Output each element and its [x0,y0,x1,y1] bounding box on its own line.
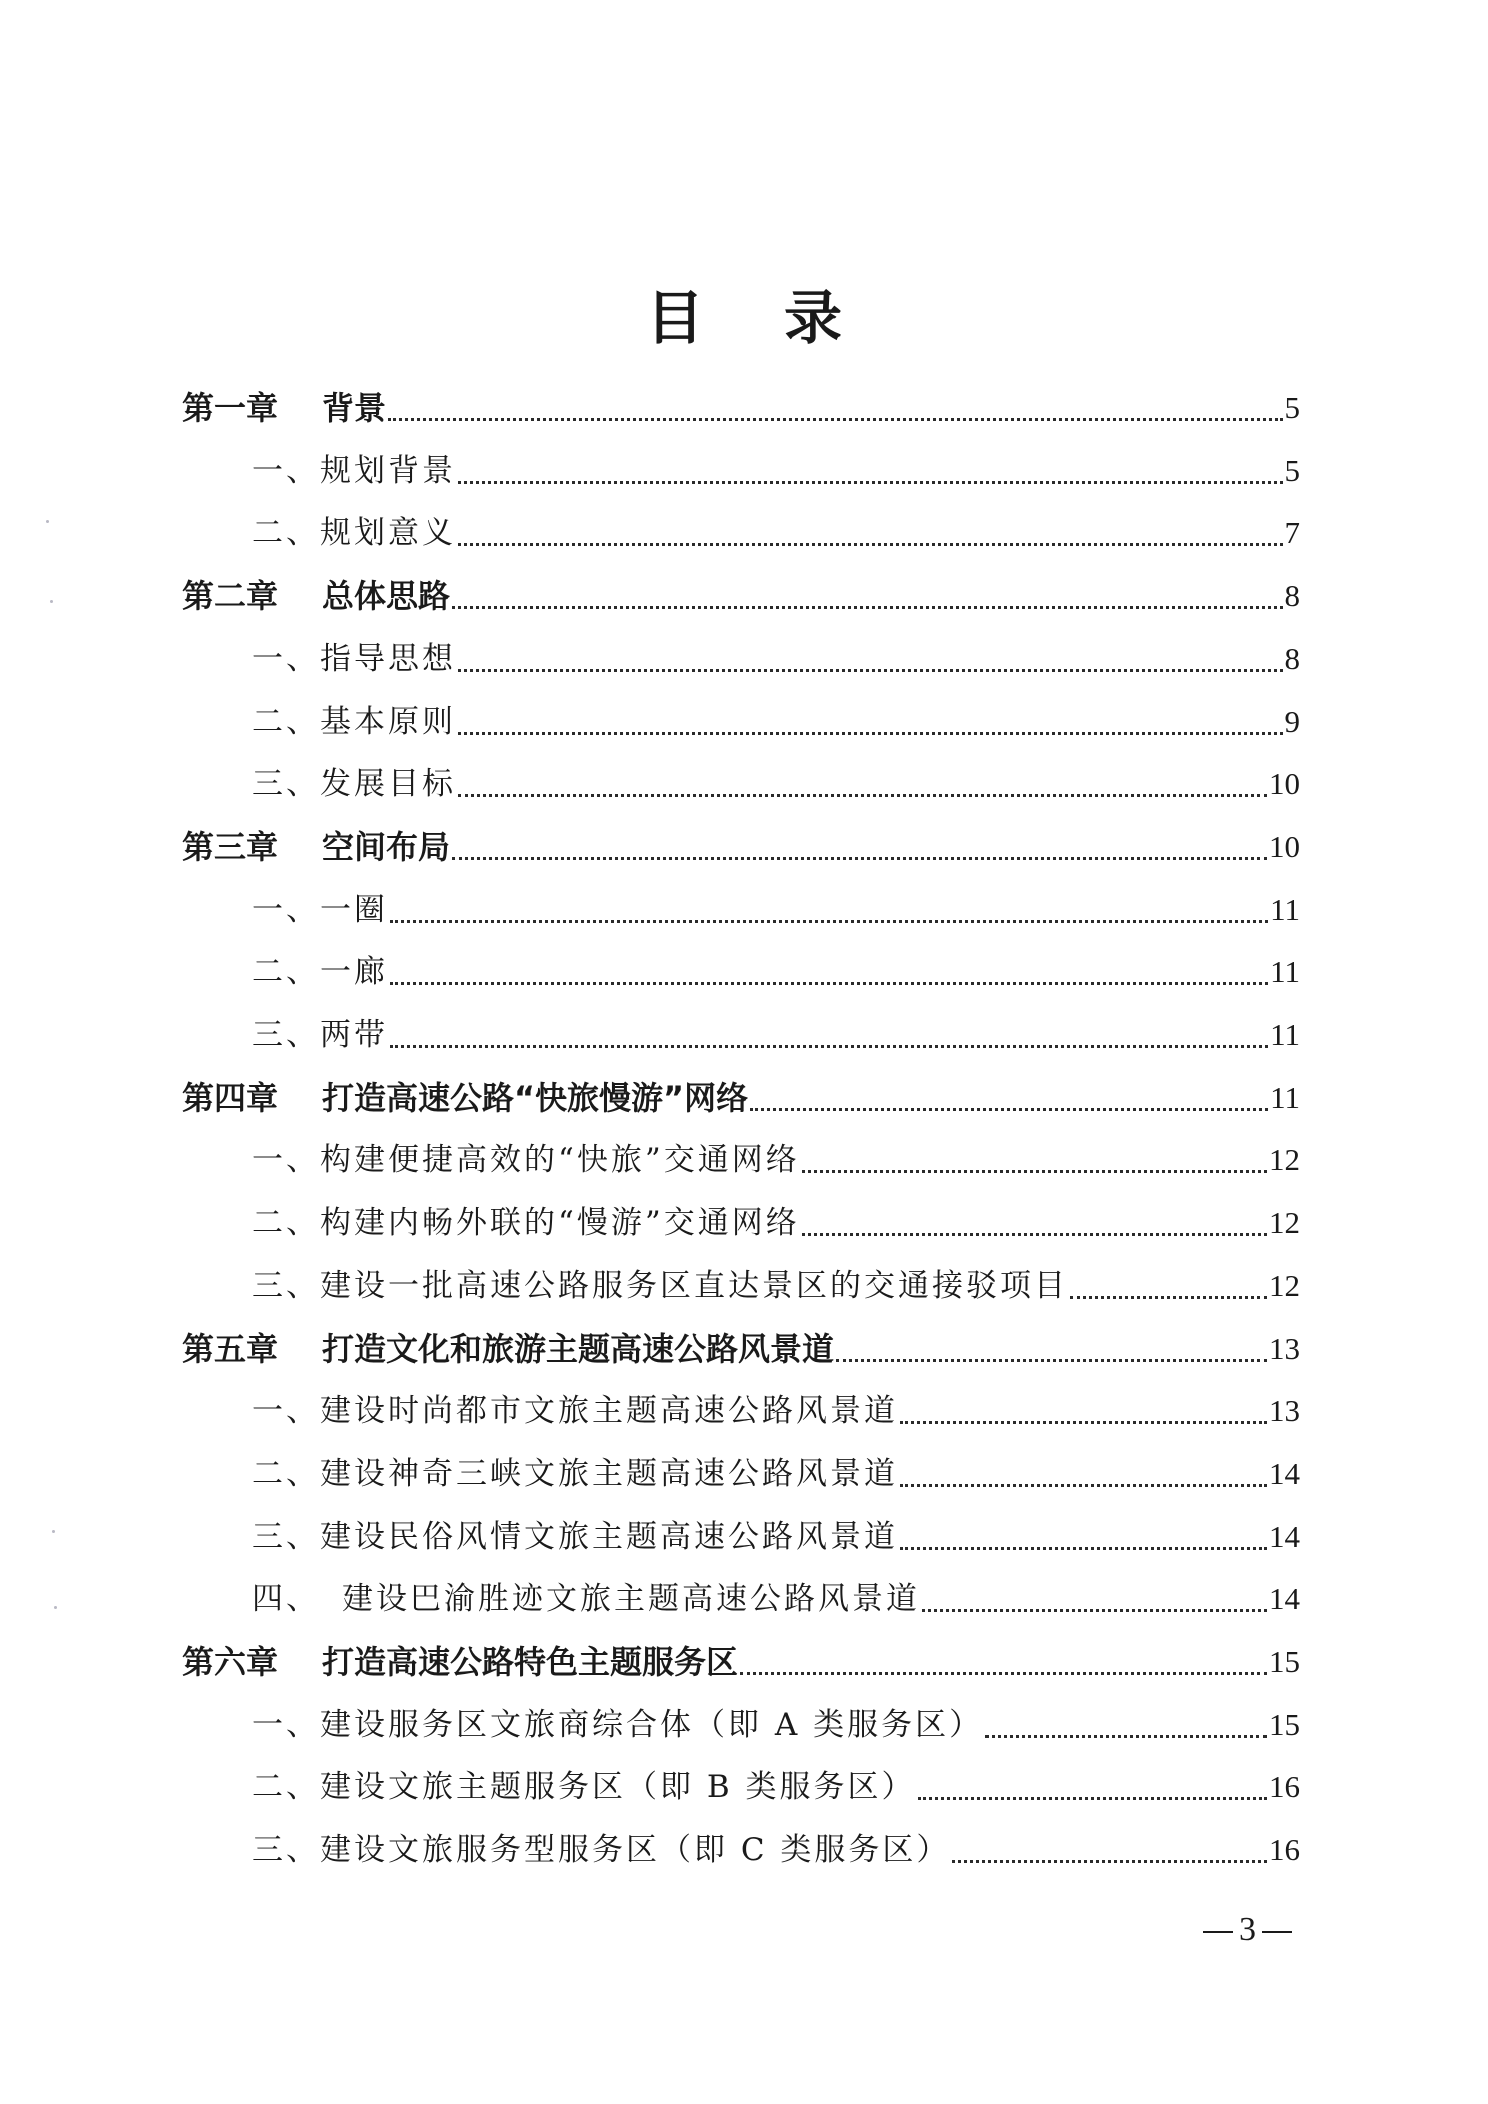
toc-title-char: 目 [645,284,704,352]
entry-page-number: 15 [1269,1644,1300,1679]
dot-leader [918,1797,1268,1800]
toc-chapter-entry[interactable] [182,570,1300,622]
page-number-footer [1197,1908,1298,1952]
entry-page-number: 11 [1270,892,1300,927]
entry-page-number: 10 [1269,829,1300,864]
section-number: 二、 [252,1456,320,1492]
toc-section-entry[interactable] [252,633,1300,685]
scan-speck [50,600,53,603]
chapter-number: 第三章 [182,828,279,866]
toc-section-entry[interactable] [252,1824,1300,1876]
section-title: 建设文旅服务型服务区（即 C 类服务区） [320,1832,951,1868]
scan-speck [46,520,49,523]
toc-chapter-entry[interactable] [182,1323,1300,1375]
toc-section-entry[interactable] [252,1009,1300,1061]
entry-page-number: 5 [1284,453,1300,488]
entry-page-number: 13 [1269,1331,1300,1366]
section-number: 四、 [252,1581,320,1617]
section-title: 建设时尚都市文旅主题高速公路风景道 [320,1393,898,1429]
dot-leader [390,1045,1268,1048]
toc-section-entry[interactable] [252,1134,1300,1186]
dot-leader [388,418,1282,421]
entry-page-number: 10 [1269,766,1300,801]
dot-leader [390,920,1268,923]
section-title: 构建内畅外联的“慢游”交通网络 [320,1205,800,1241]
section-number: 二、 [252,954,320,990]
section-title: 基本原则 [320,704,456,740]
dot-leader [390,982,1268,985]
toc-section-entry[interactable] [252,445,1300,497]
chapter-number: 第六章 [182,1643,279,1681]
chapter-number: 第二章 [182,577,279,615]
dot-leader [458,669,1283,672]
chapter-number: 第五章 [182,1330,279,1368]
chapter-title: 背景 [322,389,387,427]
chapter-number: 第四章 [182,1079,279,1117]
toc-section-entry[interactable] [252,1385,1300,1437]
dot-leader [458,481,1283,484]
section-title: 发展目标 [320,766,456,802]
entry-page-number: 12 [1269,1205,1300,1240]
dot-leader [952,1860,1267,1863]
dot-leader [900,1484,1267,1487]
section-title: 构建便捷高效的“快旅”交通网络 [320,1142,800,1178]
section-number: 一、 [252,641,320,677]
page-number: 3 [1239,1911,1256,1948]
section-number: 一、 [252,892,320,928]
dot-leader [458,543,1283,546]
toc-section-entry[interactable] [252,1448,1300,1500]
chapter-number: 第一章 [182,389,279,427]
dot-leader [985,1735,1267,1738]
section-title: 建设文旅主题服务区（即 B 类服务区） [320,1769,916,1805]
entry-page-number: 11 [1270,1080,1300,1115]
chapter-title: 总体思路 [322,577,451,615]
section-title: 两带 [320,1017,388,1053]
entry-page-number: 8 [1284,641,1300,676]
entry-page-number: 14 [1269,1456,1300,1491]
dot-leader [802,1170,1267,1173]
section-number: 三、 [252,1519,320,1555]
toc-section-entry[interactable] [252,1197,1300,1249]
entry-page-number: 14 [1269,1519,1300,1554]
toc-section-entry[interactable] [252,696,1300,748]
dot-leader [458,732,1283,735]
dot-leader [452,857,1267,860]
entry-page-number: 9 [1284,704,1300,739]
dot-leader [458,794,1267,797]
section-title: 规划背景 [320,453,456,489]
section-number: 一、 [252,1707,320,1743]
section-number: 三、 [252,1268,320,1304]
scan-speck [52,1530,55,1533]
toc-chapter-entry[interactable] [182,382,1300,434]
toc-section-entry[interactable] [252,1511,1300,1563]
section-number: 二、 [252,1205,320,1241]
toc-chapter-entry[interactable] [182,1072,1300,1124]
dot-leader [452,606,1282,609]
dot-leader [1070,1296,1267,1299]
dot-leader [900,1547,1267,1550]
scan-speck [54,1606,57,1609]
dot-leader [740,1672,1267,1675]
dot-leader [802,1233,1267,1236]
toc-section-entry[interactable] [252,1573,1300,1625]
toc-section-entry[interactable] [252,946,1300,998]
entry-page-number: 16 [1269,1832,1300,1867]
chapter-title: 打造文化和旅游主题高速公路风景道 [322,1330,835,1368]
section-number: 三、 [252,1832,320,1868]
entry-page-number: 11 [1270,954,1300,989]
toc-section-entry[interactable] [252,884,1300,936]
dot-leader [836,1359,1267,1362]
dot-leader [750,1108,1268,1111]
section-title: 建设神奇三峡文旅主题高速公路风景道 [320,1456,898,1492]
toc-section-entry[interactable] [252,1260,1300,1312]
toc-section-entry[interactable] [252,1699,1300,1751]
section-title: 一圈 [320,892,388,928]
entry-page-number: 12 [1269,1268,1300,1303]
section-number: 一、 [252,1142,320,1178]
section-title: 建设一批高速公路服务区直达景区的交通接驳项目 [320,1268,1068,1304]
chapter-title: 打造高速公路“快旅慢游”网络 [322,1079,749,1117]
entry-page-number: 5 [1284,390,1300,425]
chapter-title: 空间布局 [322,828,451,866]
entry-page-number: 15 [1269,1707,1300,1742]
entry-page-number: 16 [1269,1769,1300,1804]
section-number: 三、 [252,766,320,802]
section-number: 二、 [252,1769,320,1805]
entry-page-number: 12 [1269,1142,1300,1177]
entry-page-number: 8 [1284,578,1300,613]
toc-section-entry[interactable] [252,758,1300,810]
section-title: 建设服务区文旅商综合体（即 A 类服务区） [320,1707,984,1743]
toc-chapter-entry[interactable] [182,821,1300,873]
chapter-title: 打造高速公路特色主题服务区 [322,1643,739,1681]
section-number: 一、 [252,453,320,489]
section-number: 二、 [252,515,320,551]
entry-page-number: 13 [1269,1393,1300,1428]
entry-page-number: 14 [1269,1581,1300,1616]
section-title: 建设巴渝胜迹文旅主题高速公路风景道 [342,1581,920,1617]
section-title: 建设民俗风情文旅主题高速公路风景道 [320,1519,898,1555]
toc-section-entry[interactable] [252,507,1300,559]
toc-title [0,278,1488,358]
toc-chapter-entry[interactable] [182,1636,1300,1688]
section-title: 一廊 [320,954,388,990]
footer-dash-left [1203,1931,1233,1933]
toc-section-entry[interactable] [252,1761,1300,1813]
dot-leader [922,1609,1267,1612]
section-title: 指导思想 [320,641,456,677]
section-number: 三、 [252,1017,320,1053]
footer-dash-right [1262,1931,1292,1933]
entry-page-number: 11 [1270,1017,1300,1052]
section-title: 规划意义 [320,515,456,551]
entry-page-number: 7 [1284,515,1300,550]
dot-leader [900,1421,1267,1424]
section-number: 二、 [252,704,320,740]
section-number: 一、 [252,1393,320,1429]
toc-title-char: 录 [784,284,843,352]
